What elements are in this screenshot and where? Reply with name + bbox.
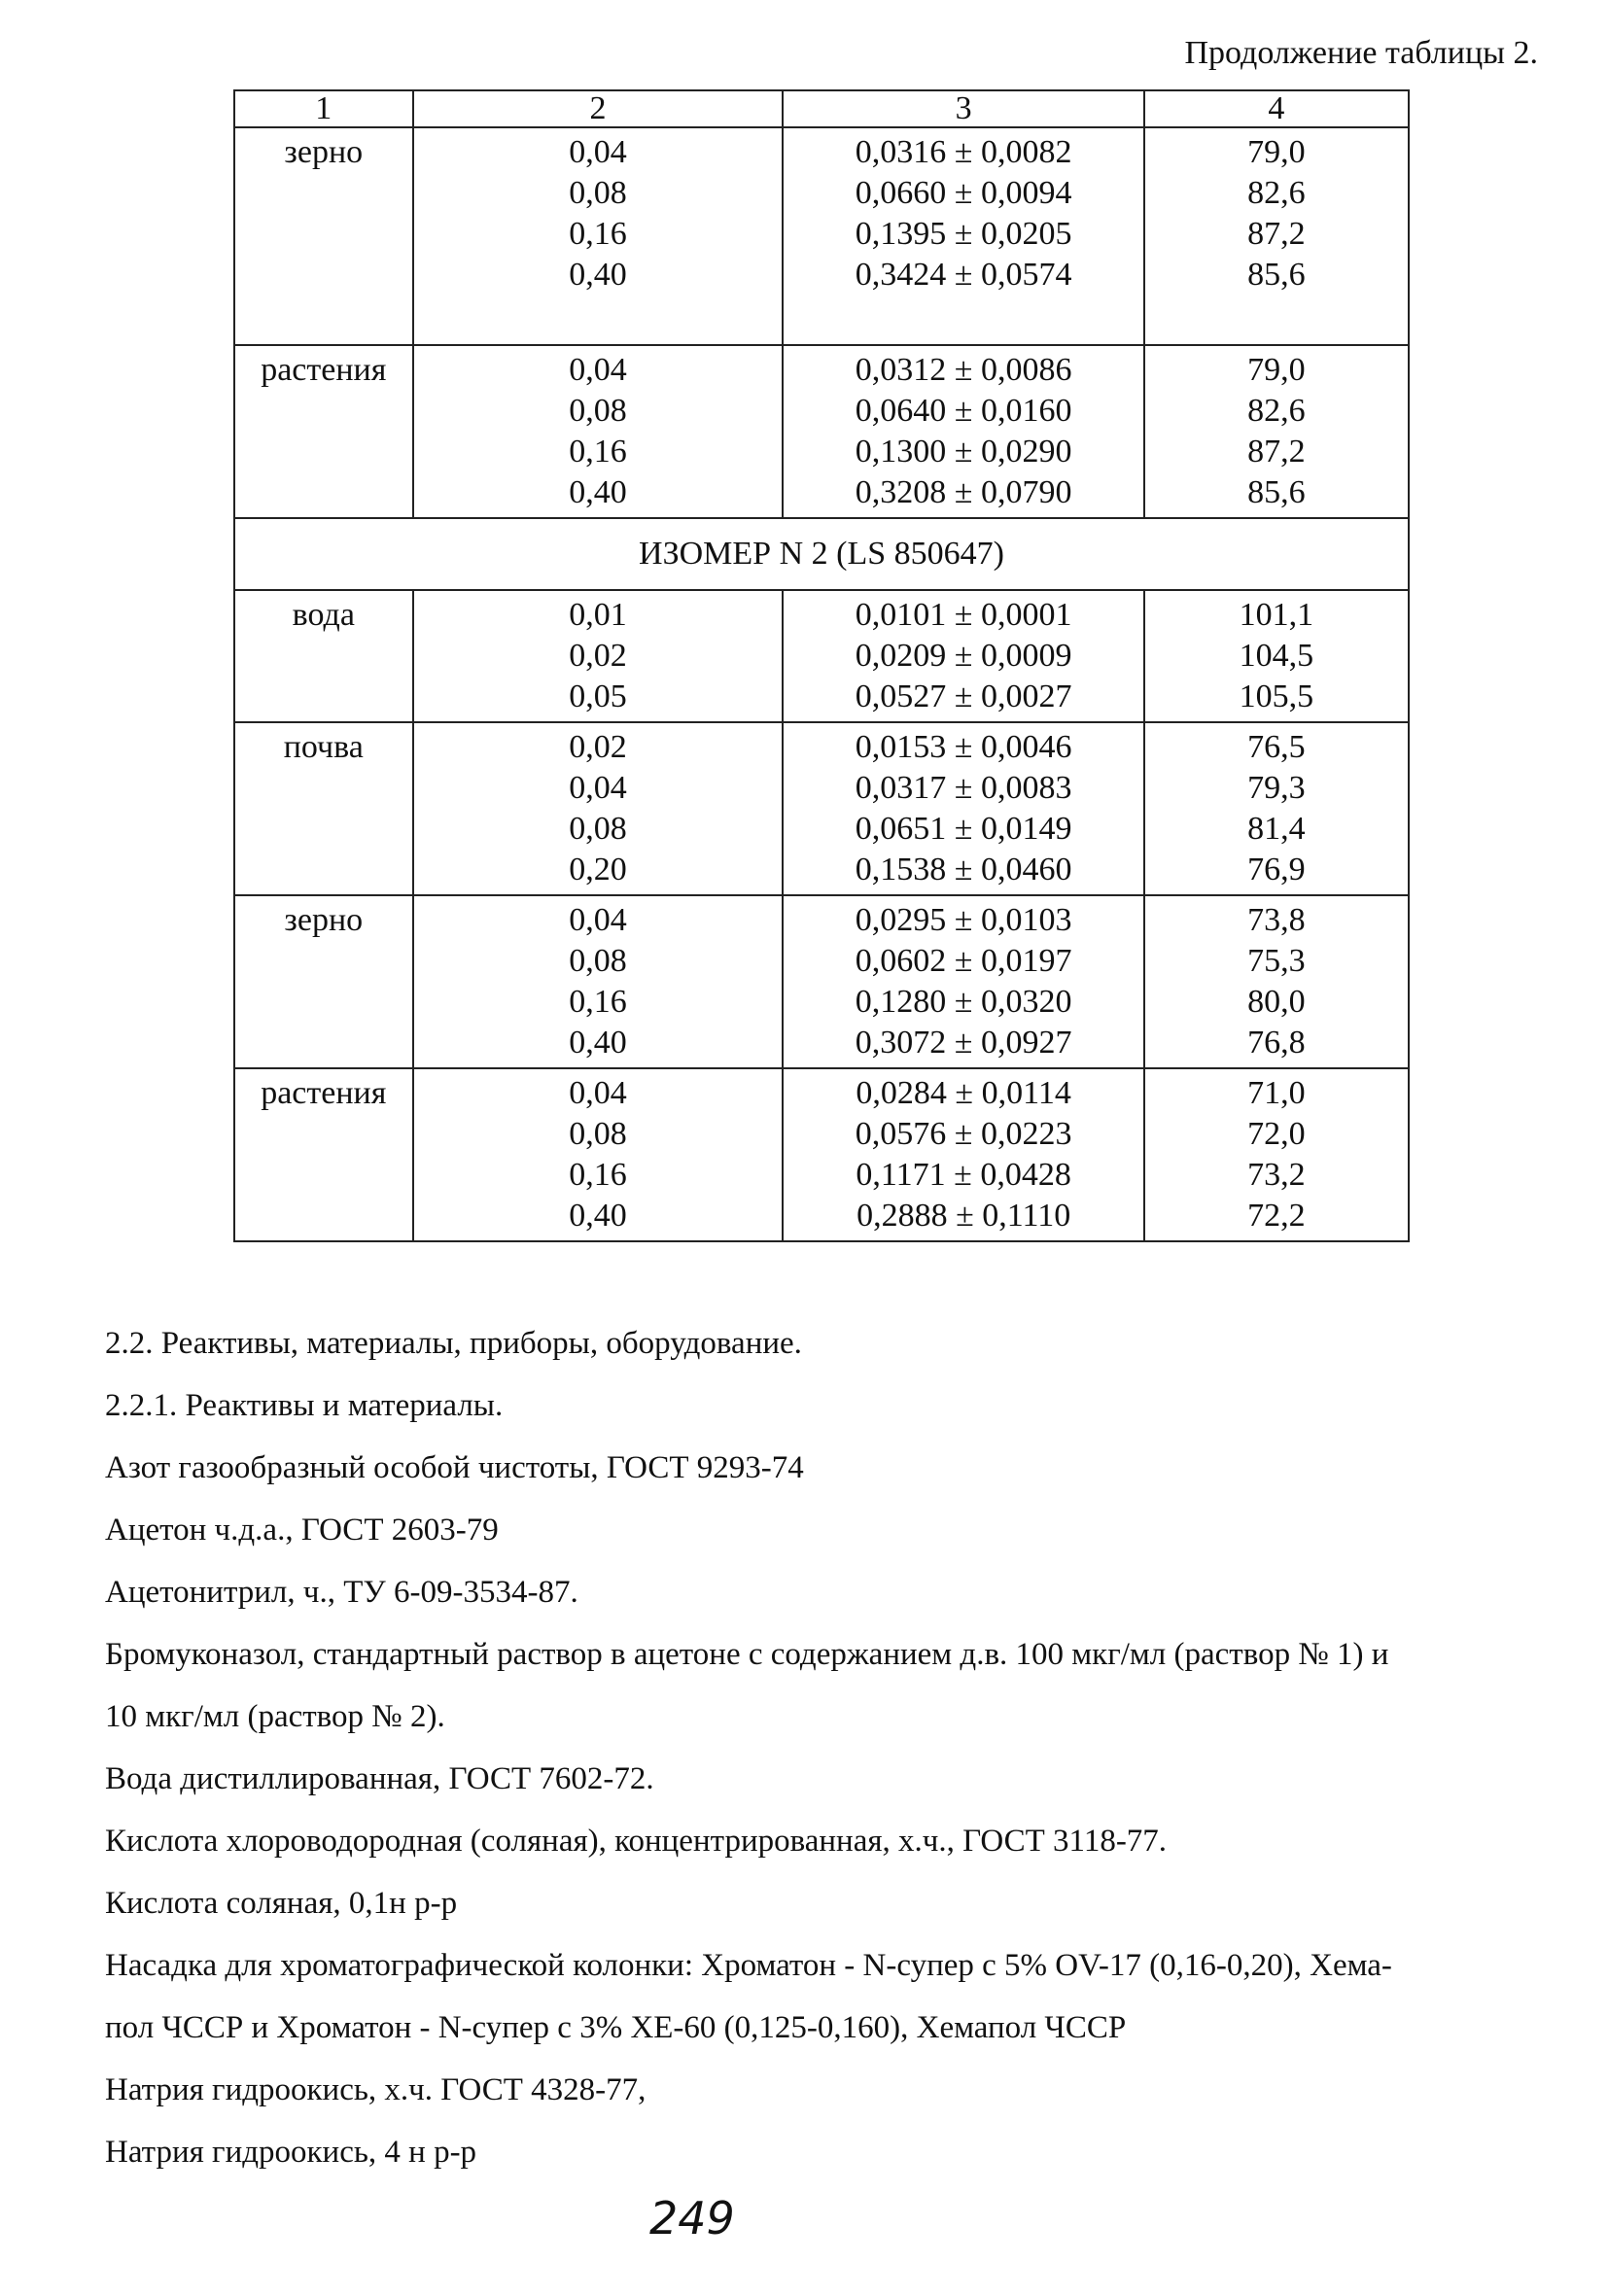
table-row bbox=[234, 345, 1409, 518]
recovery-cell-value: 79,0 bbox=[1247, 134, 1306, 170]
added-cell-value: 0,16 bbox=[569, 984, 627, 1020]
added-cell-value: 0,20 bbox=[569, 852, 627, 887]
table-row bbox=[234, 895, 1409, 1068]
found-cell bbox=[783, 127, 1143, 345]
found-cell-value: 0,0640 ± 0,0160 bbox=[855, 393, 1072, 429]
recovery-cell-value: 76,5 bbox=[1247, 729, 1306, 765]
added-cell-value: 0,02 bbox=[569, 729, 627, 765]
recovery-cell-value: 81,4 bbox=[1247, 811, 1306, 847]
found-cell-value: 0,0295 ± 0,0103 bbox=[855, 902, 1072, 938]
results-table bbox=[233, 89, 1410, 1242]
table-row bbox=[234, 127, 1409, 345]
isomer-header: ИЗОМЕР N 2 (LS 850647) bbox=[234, 518, 1409, 590]
paragraph: 2.2.1. Реактивы и материалы. bbox=[105, 1388, 504, 1423]
added-cell-value: 0,08 bbox=[569, 1116, 627, 1152]
added-cell-value: 0,08 bbox=[569, 943, 627, 979]
paragraph: Азот газообразный особой чистоты, ГОСТ 9293-74 bbox=[105, 1450, 804, 1485]
found-cell-value: 0,1395 ± 0,0205 bbox=[855, 216, 1072, 252]
found-cell bbox=[783, 1068, 1143, 1241]
recovery-cell bbox=[1144, 127, 1409, 345]
recovery-cell-value: 105,5 bbox=[1239, 678, 1314, 714]
added-cell bbox=[413, 895, 784, 1068]
recovery-cell bbox=[1144, 1068, 1409, 1241]
added-cell-value: 0,04 bbox=[569, 770, 627, 806]
matrix-cell: растения bbox=[234, 345, 413, 518]
found-cell-value: 0,0101 ± 0,0001 bbox=[855, 597, 1072, 633]
added-cell-value: 0,08 bbox=[569, 393, 627, 429]
found-cell-value: 0,3208 ± 0,0790 bbox=[855, 474, 1072, 510]
paragraph: Кислота хлороводородная (соляная), концентрированная, х.ч., ГОСТ 3118-77. bbox=[105, 1824, 1168, 1859]
found-cell-value: 0,0651 ± 0,0149 bbox=[855, 811, 1072, 847]
table-row bbox=[234, 722, 1409, 895]
column-number-row bbox=[234, 90, 1409, 127]
recovery-cell-value: 75,3 bbox=[1247, 943, 1306, 979]
paragraph: пол ЧССР и Хроматон - N-супер с 3% XE-60 (0,125-0,160), Хемапол ЧССР bbox=[105, 2010, 1127, 2045]
found-cell bbox=[783, 895, 1143, 1068]
added-cell-value: 0,08 bbox=[569, 175, 627, 211]
added-cell bbox=[413, 722, 784, 895]
paragraph: 10 мкг/мл (раствор № 2). bbox=[105, 1699, 445, 1734]
added-cell bbox=[413, 127, 784, 345]
added-cell-value: 0,05 bbox=[569, 678, 627, 714]
recovery-cell-value: 72,0 bbox=[1247, 1116, 1306, 1152]
recovery-cell-value: 87,2 bbox=[1247, 216, 1306, 252]
added-cell-value: 0,40 bbox=[569, 257, 627, 293]
recovery-cell-value: 79,3 bbox=[1247, 770, 1306, 806]
table-caption: Продолжение таблицы 2. bbox=[1184, 35, 1538, 71]
table-row bbox=[234, 590, 1409, 722]
matrix-cell: растения bbox=[234, 1068, 413, 1241]
added-cell-value: 0,01 bbox=[569, 597, 627, 633]
reagents-section bbox=[105, 1312, 1524, 2183]
recovery-cell-value: 85,6 bbox=[1247, 474, 1306, 510]
added-cell-value: 0,16 bbox=[569, 1157, 627, 1193]
found-cell-value: 0,0316 ± 0,0082 bbox=[855, 134, 1072, 170]
recovery-cell-value: 71,0 bbox=[1247, 1075, 1306, 1111]
table-row bbox=[234, 1068, 1409, 1241]
added-cell bbox=[413, 590, 784, 722]
recovery-cell bbox=[1144, 895, 1409, 1068]
recovery-cell-value: 85,6 bbox=[1247, 257, 1306, 293]
isomer-header-row bbox=[234, 518, 1409, 590]
recovery-cell-value: 73,8 bbox=[1247, 902, 1306, 938]
paragraph: 2.2. Реактивы, материалы, приборы, оборудование. bbox=[105, 1326, 802, 1361]
recovery-cell-value: 80,0 bbox=[1247, 984, 1306, 1020]
added-cell-value: 0,40 bbox=[569, 1198, 627, 1234]
recovery-cell-value: 82,6 bbox=[1247, 175, 1306, 211]
found-cell-value: 0,1280 ± 0,0320 bbox=[855, 984, 1072, 1020]
recovery-cell-value: 82,6 bbox=[1247, 393, 1306, 429]
added-cell-value: 0,04 bbox=[569, 902, 627, 938]
paragraph: Бромуконазол, стандартный раствор в ацетоне с содержанием д.в. 100 мкг/мл (раствор № 1) и bbox=[105, 1637, 1389, 1672]
found-cell-value: 0,0153 ± 0,0046 bbox=[855, 729, 1072, 765]
column-number: 2 bbox=[413, 90, 784, 127]
recovery-cell-value: 76,9 bbox=[1247, 852, 1306, 887]
added-cell-value: 0,04 bbox=[569, 1075, 627, 1111]
added-cell-value: 0,16 bbox=[569, 216, 627, 252]
found-cell-value: 0,1171 ± 0,0428 bbox=[856, 1157, 1071, 1193]
recovery-cell-value: 104,5 bbox=[1239, 638, 1314, 674]
added-cell-value: 0,04 bbox=[569, 352, 627, 388]
added-cell bbox=[413, 1068, 784, 1241]
found-cell-value: 0,0602 ± 0,0197 bbox=[855, 943, 1072, 979]
matrix-cell: вода bbox=[234, 590, 413, 722]
paragraph: Натрия гидроокись, х.ч. ГОСТ 4328-77, bbox=[105, 2072, 647, 2107]
found-cell bbox=[783, 590, 1143, 722]
column-number: 1 bbox=[234, 90, 413, 127]
recovery-cell-value: 79,0 bbox=[1247, 352, 1306, 388]
recovery-cell bbox=[1144, 345, 1409, 518]
found-cell-value: 0,0284 ± 0,0114 bbox=[856, 1075, 1071, 1111]
matrix-cell: почва bbox=[234, 722, 413, 895]
recovery-cell-value: 87,2 bbox=[1247, 434, 1306, 470]
found-cell-value: 0,0209 ± 0,0009 bbox=[855, 638, 1072, 674]
found-cell-value: 0,0576 ± 0,0223 bbox=[855, 1116, 1072, 1152]
added-cell-value: 0,16 bbox=[569, 434, 627, 470]
found-cell-value: 0,0527 ± 0,0027 bbox=[855, 678, 1072, 714]
added-cell bbox=[413, 345, 784, 518]
recovery-cell-value: 76,8 bbox=[1247, 1025, 1306, 1061]
added-cell-value: 0,40 bbox=[569, 1025, 627, 1061]
found-cell-value: 0,1538 ± 0,0460 bbox=[855, 852, 1072, 887]
recovery-cell bbox=[1144, 590, 1409, 722]
paragraph: Насадка для хроматографической колонки: Хроматон - N-супер с 5% OV-17 (0,16-0,20), Хема- bbox=[105, 1948, 1392, 1983]
paragraph: Ацетон ч.д.а., ГОСТ 2603-79 bbox=[105, 1513, 499, 1548]
found-cell bbox=[783, 722, 1143, 895]
found-cell-value: 0,0660 ± 0,0094 bbox=[855, 175, 1072, 211]
added-cell-value: 0,40 bbox=[569, 474, 627, 510]
matrix-cell: зерно bbox=[234, 127, 413, 345]
paragraph: Ацетонитрил, ч., ТУ 6-09-3534-87. bbox=[105, 1575, 578, 1610]
page-number: 249 bbox=[649, 2192, 735, 2244]
column-number: 4 bbox=[1144, 90, 1409, 127]
found-cell-value: 0,1300 ± 0,0290 bbox=[855, 434, 1072, 470]
paragraph: Вода дистиллированная, ГОСТ 7602-72. bbox=[105, 1761, 654, 1796]
recovery-cell-value: 73,2 bbox=[1247, 1157, 1306, 1193]
found-cell bbox=[783, 345, 1143, 518]
added-cell-value: 0,08 bbox=[569, 811, 627, 847]
found-cell-value: 0,2888 ± 0,1110 bbox=[856, 1198, 1071, 1234]
matrix-cell: зерно bbox=[234, 895, 413, 1068]
recovery-cell-value: 72,2 bbox=[1247, 1198, 1306, 1234]
paragraph: Кислота соляная, 0,1н р-р bbox=[105, 1886, 458, 1921]
recovery-cell bbox=[1144, 722, 1409, 895]
found-cell-value: 0,0312 ± 0,0086 bbox=[855, 352, 1072, 388]
column-number: 3 bbox=[783, 90, 1143, 127]
paragraph: Натрия гидроокись, 4 н р-р bbox=[105, 2135, 477, 2170]
added-cell-value: 0,02 bbox=[569, 638, 627, 674]
found-cell-value: 0,0317 ± 0,0083 bbox=[855, 770, 1072, 806]
found-cell-value: 0,3072 ± 0,0927 bbox=[855, 1025, 1072, 1061]
added-cell-value: 0,04 bbox=[569, 134, 627, 170]
recovery-cell-value: 101,1 bbox=[1239, 597, 1314, 633]
found-cell-value: 0,3424 ± 0,0574 bbox=[855, 257, 1072, 293]
